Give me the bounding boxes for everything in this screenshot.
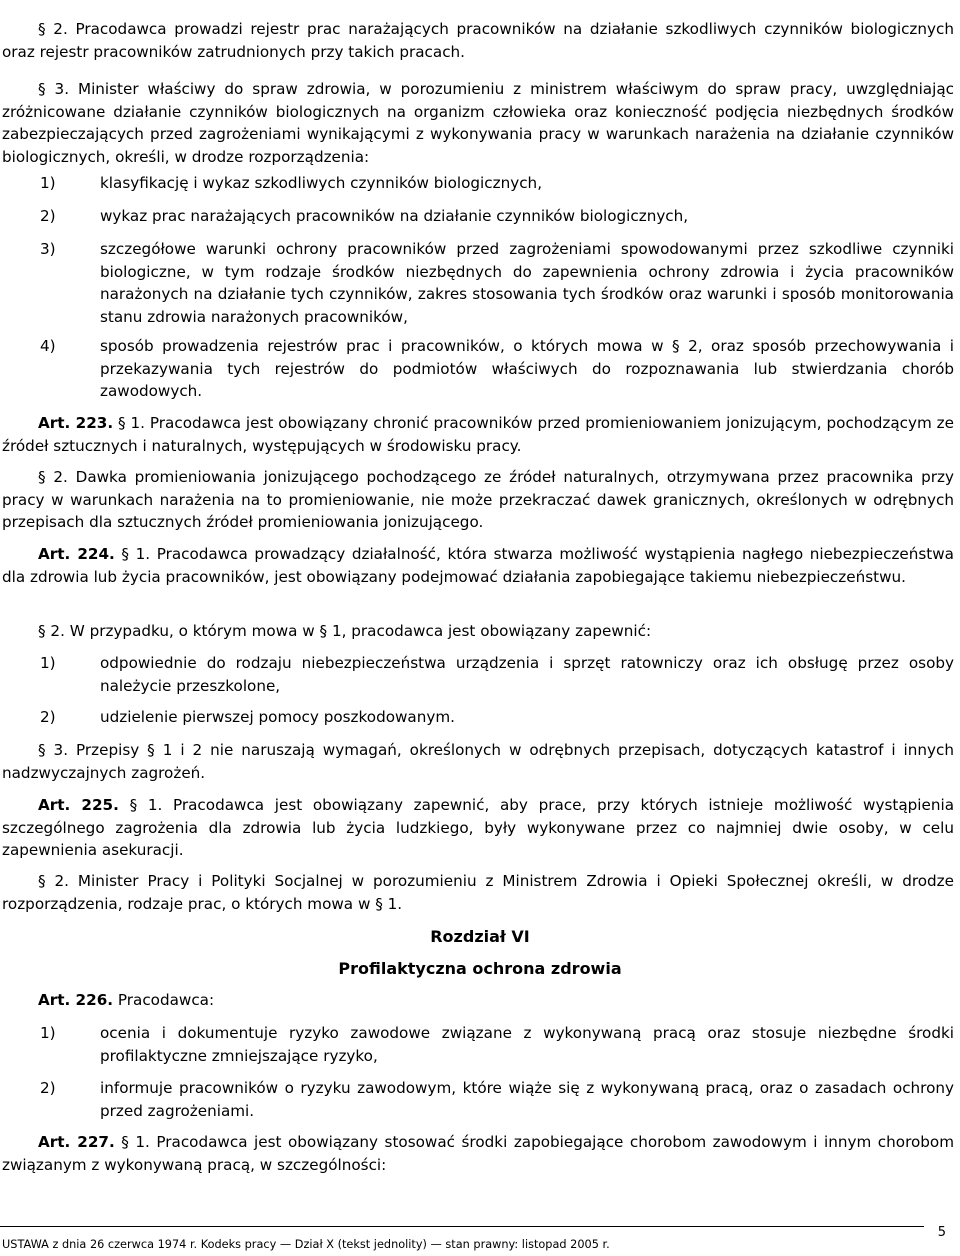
list-item-number: 3) (40, 240, 56, 258)
section-2-paragraph: § 2. Pracodawca prowadzi rejestr prac narażających pracowników na działanie szkodliwych czynników biologicznych oraz rejestr pracowników zatrudnionych przy takich pracach. (2, 20, 954, 61)
list-item-text: klasyfikację i wykaz szkodliwych czynników biologicznych, (100, 174, 543, 192)
art-226-intro: Art. 226. Pracodawca: (38, 991, 215, 1009)
article-label: Art. 226. (38, 991, 114, 1009)
list-item (2, 1022, 954, 1067)
art-225-paragraph-1: Art. 225. § 1. Pracodawca jest obowiązany zapewnić, aby prace, przy których istnieje możliwość wystąpienia szczególnego zagrożenia dla zdrowia lub życia ludzkiego, były wykonywane przez co najmniej dwie osoby, w celu zapewnienia asekuracji. (2, 796, 954, 859)
list-item-number: 2) (40, 708, 56, 726)
art-224-paragraph-1: Art. 224. § 1. Pracodawca prowadzący działalność, która stwarza możliwość wystąpienia nagłego niebezpieczeństwa dla zdrowia lub życia pracowników, jest obowiązany podejmować działania zapobiegające takiemu niebezpieczeństwu. (2, 545, 954, 586)
art-224-paragraph-2: § 2. W przypadku, o którym mowa w § 1, pracodawca jest obowiązany zapewnić: (38, 622, 652, 640)
section-3-paragraph: § 3. Minister właściwy do spraw zdrowia, w porozumieniu z ministrem właściwym do spraw pracy, uwzględniając zróżnicowane działanie czynników biologicznych na organizm człowieka oraz konieczność podjęcia niezbędnych środków zabezpieczających przed zagrożeniami wynikającymi z wykonywania pracy w warunkach narażenia na działanie czynników biologicznych, określi, w drodze rozporządzenia: (2, 80, 954, 166)
list-item-number: 2) (40, 1079, 56, 1097)
chapter-title: Rozdział VI (430, 927, 530, 946)
page-number: 5 (937, 1225, 946, 1240)
list-item-text: ocenia i dokumentuje ryzyko zawodowe związane z wykonywaną pracą oraz stosuje niezbędne środki profilaktyczne zmniejszające ryzyko, (100, 1024, 954, 1065)
footer-text: USTAWA z dnia 26 czerwca 1974 r. Kodeks pracy — Dział X (tekst jednolity) — stan prawny: listopad 2005 r. (2, 1238, 610, 1251)
list-item-text: informuje pracowników o ryzyku zawodowym, które wiąże się z wykonywaną pracą, oraz o zasadach ochrony przed zagrożeniami. (100, 1079, 954, 1120)
art-225-paragraph-2: § 2. Minister Pracy i Polityki Socjalnej w porozumieniu z Ministrem Zdrowia i Opieki Społecznej określi, w drodze rozporządzenia, rodzaje prac, o których mowa w § 1. (2, 872, 954, 913)
list-item-number: 1) (40, 654, 56, 672)
footer-divider (0, 1226, 924, 1227)
list-item (2, 706, 954, 729)
list-item (2, 205, 954, 228)
article-label: Art. 223. (38, 414, 114, 432)
article-label: Art. 225. (38, 796, 119, 814)
list-item-text: udzielenie pierwszej pomocy poszkodowanym. (100, 708, 455, 726)
list-item (2, 652, 954, 697)
list-item-text: wykaz prac narażających pracowników na działanie czynników biologicznych, (100, 207, 689, 225)
article-label: Art. 224. (38, 545, 115, 563)
list-item-number: 4) (40, 337, 56, 355)
list-item (2, 335, 954, 403)
list-item-number: 2) (40, 207, 56, 225)
art-223-paragraph-2: § 2. Dawka promieniowania jonizującego pochodzącego ze źródeł naturalnych, otrzymywana przez pracownika przy pracy w warunkach narażenia na to promieniowanie, nie może przekraczać dawek granicznych, określonych w odrębnych przepisach dla sztucznych źródeł promieniowania jonizującego. (2, 468, 954, 531)
art-224-paragraph-3: § 3. Przepisy § 1 i 2 nie naruszają wymagań, określonych w odrębnych przepisach, dotyczących katastrof i innych nadzwyczajnych zagrożeń. (2, 741, 954, 782)
list-item-text: odpowiednie do rodzaju niebezpieczeństwa urządzenia i sprzęt ratowniczy oraz ich obsługę przez osoby należycie przeszkolone, (100, 654, 954, 695)
list-item-text: sposób prowadzenia rejestrów prac i pracowników, o których mowa w § 2, oraz sposób przechowywania i przekazywania tych rejestrów do podmiotów właściwych do rozpoznawania lub stwierdzania chorób zawodowych. (100, 337, 954, 400)
chapter-subtitle: Profilaktyczna ochrona zdrowia (338, 959, 622, 978)
list-item-number: 1) (40, 1024, 56, 1042)
article-label: Art. 227. (38, 1133, 115, 1151)
list-item (2, 1077, 954, 1122)
list-item-text: szczegółowe warunki ochrony pracowników przed zagrożeniami spowodowanymi przez szkodliwe czynniki biologiczne, w tym rodzaje środków niezbędnych do zapewnienia ochrony zdrowia i życia pracowników narażonych na działanie tych czynników, zakres stosowania tych środków oraz warunki i sposób monitorowania stanu zdrowia narażonych pracowników, (100, 240, 954, 326)
list-item (2, 172, 954, 195)
art-227-paragraph-1: Art. 227. § 1. Pracodawca jest obowiązany stosować środki zapobiegające chorobom zawodowym i innym chorobom związanym z wykonywaną pracą, w szczególności: (2, 1133, 954, 1174)
art-223-paragraph-1: Art. 223. § 1. Pracodawca jest obowiązany chronić pracowników przed promieniowaniem jonizującym, pochodzącym ze źródeł sztucznych i naturalnych, występujących w środowisku pracy. (2, 414, 954, 455)
list-item (2, 238, 954, 328)
list-item-number: 1) (40, 174, 56, 192)
